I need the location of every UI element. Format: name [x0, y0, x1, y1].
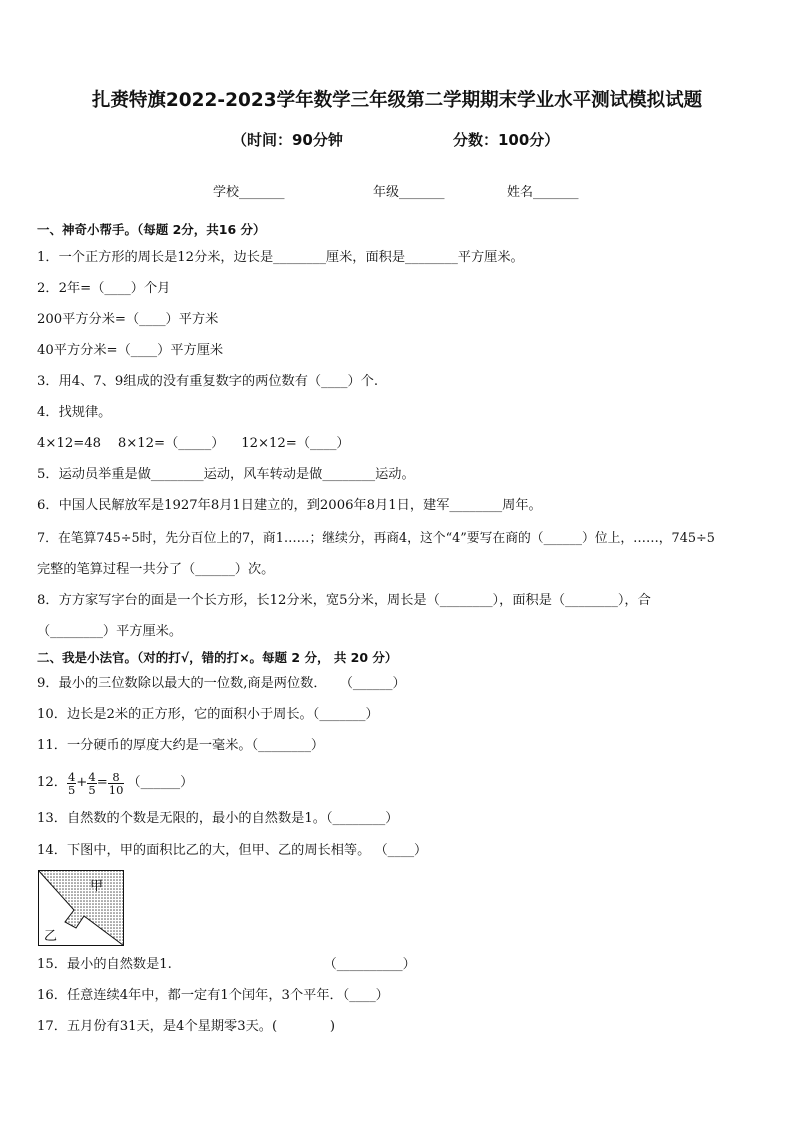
question-13: 13．自然数的个数是无限的，最小的自然数是1。（________）: [37, 811, 399, 826]
answer-blank: （______）: [127, 775, 194, 790]
question-11: 11．一分硬币的厚度大约是一毫米。（________）: [37, 738, 325, 753]
question-5: 5．运动员举重是做________运动，风车转动是做________运动。: [37, 467, 415, 482]
question-12-number: 12．: [37, 775, 67, 790]
question-4-pattern: 4×12=48 8×12=（_____） 12×12=（____）: [37, 436, 350, 451]
section-1-title: 一、神奇小帮手。（每题 2分，共16 分）: [37, 222, 266, 237]
question-7-continued: 完整的笔算过程一共分了（______）次。: [37, 562, 275, 577]
question-2: 2．2年=（____）个月: [37, 281, 171, 296]
question-10: 10．边长是2米的正方形，它的面积小于周长。（_______）: [37, 707, 379, 722]
area-perimeter-figure: [38, 870, 124, 946]
question-12: [37, 767, 193, 799]
question-14: 14．下图中，甲的面积比乙的大，但甲、乙的周长相等。 （____）: [37, 843, 428, 858]
fraction-numerator: 8: [108, 771, 125, 784]
question-4: 4．找规律。: [37, 405, 112, 420]
fraction-eight-tenths: [108, 771, 125, 796]
question-17: 17．五月份有31天，是4个星期零3天。( ): [37, 1019, 336, 1034]
question-2-part-b: 200平方分米=（____）平方米: [37, 312, 219, 327]
question-16: 16．任意连续4年中，都一定有1个闰年，3个平年．（____）: [37, 988, 389, 1003]
question-15: 15．最小的自然数是1. （__________）: [37, 957, 416, 972]
question-9: 9．最小的三位数除以最大的一位数,商是两位数． （______）: [37, 676, 406, 691]
fraction-four-fifths-b: [87, 771, 96, 796]
fraction-numerator: 4: [88, 769, 96, 784]
page-title: 扎赉特旗2022-2023学年数学三年级第二学期期末学业水平测试模拟试题: [91, 90, 703, 111]
region-yi-label: 乙: [44, 929, 58, 944]
exam-score: 分数：100分）: [453, 131, 560, 149]
fraction-denominator: 10: [108, 782, 124, 797]
fraction-denominator: 5: [88, 782, 96, 797]
plus-sign: +: [76, 775, 88, 790]
question-7: 7．在笔算745÷5时，先分百位上的7，商1……；继续分，再商4，这个“4”要写在商的（______）位上，……，745÷5: [37, 531, 715, 546]
region-jia-label: 甲: [90, 879, 104, 894]
question-2-part-c: 40平方分米=（____）平方厘米: [37, 343, 224, 358]
school-field: 学校_______: [213, 185, 285, 200]
section-2-title: 二、我是小法官。（对的打√，错的打×。每题 2 分， 共 20 分）: [37, 650, 398, 665]
question-6: 6．中国人民解放军是1927年8月1日建立的，到2006年8月1日，建军________周年。: [37, 498, 542, 513]
question-8: 8．方方家写字台的面是一个长方形，长12分米，宽5分米，周长是（________），面积是（________），合: [37, 593, 651, 608]
grade-field: 年级_______: [373, 185, 445, 200]
fraction-denominator: 5: [67, 782, 76, 797]
question-1: 1．一个正方形的周长是12分米，边长是________厘米，面积是________平方厘米。: [37, 250, 524, 265]
fraction-numerator: 4: [67, 769, 76, 784]
exam-time: （时间：90分钟: [232, 131, 343, 149]
name-field: 姓名_______: [507, 185, 579, 200]
fraction-four-fifths-a: [67, 771, 76, 796]
question-3: 3．用4、7、9组成的没有重复数字的两位数有（____）个.: [37, 374, 379, 389]
equals-sign: =: [96, 775, 108, 790]
question-8-continued: （________）平方厘米。: [37, 624, 183, 639]
